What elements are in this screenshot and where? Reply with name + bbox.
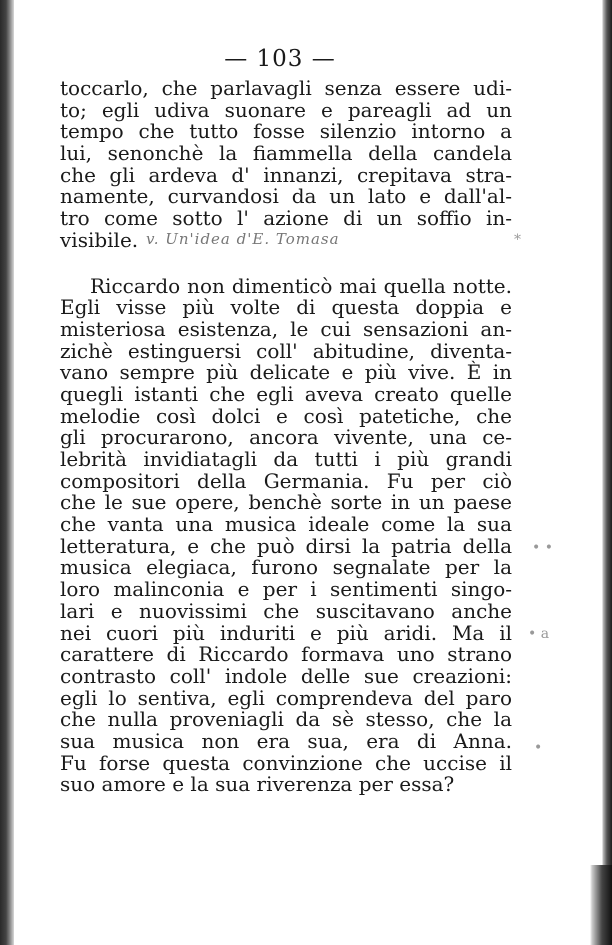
text-line: tempo che tutto fosse silenzio intorno a — [60, 119, 512, 144]
text-line: letteratura, e che può dirsi la patria della — [60, 533, 512, 558]
text-line: zichè estinguersi coll' abitudine, diventa- — [60, 338, 512, 363]
text-line: melodie così dolci e così patetiche, che — [60, 403, 512, 428]
text-line: Fu forse questa convinzione che uccise il — [60, 750, 512, 775]
text-line: misteriosa esistenza, le cui sensazioni an- — [60, 316, 512, 341]
text-line: tro come sotto l' azione di un soffio in- — [60, 206, 512, 231]
text-line: toccarlo, che parlavagli senza essere udi- — [60, 76, 512, 100]
text-line: contrasto coll' indole delle sue creazioni: — [60, 663, 512, 688]
text-line: suo amore e la sua riverenza per essa? — [60, 772, 455, 797]
margin-mark: • a — [528, 626, 550, 642]
margin-mark: • • — [532, 540, 553, 556]
text-line: carattere di Riccardo formava uno strano — [60, 642, 512, 667]
text-line: sua musica non era sua, era di Anna. — [60, 728, 512, 753]
text-line: che vanta una musica ideale come la sua — [60, 512, 512, 537]
page-number: — 103 — — [224, 46, 336, 72]
body-text — [60, 78, 512, 796]
text-line: che le sue opere, benchè sorte in un paese — [60, 490, 512, 515]
paragraph-1 — [60, 78, 512, 252]
text-line: namente, curvandosi da un lato e dall'al- — [60, 184, 512, 209]
text-line: to; egli udiva suonare e pareagli ad un — [60, 97, 512, 122]
text-line: gli procurarono, ancora vivente, una ce- — [60, 425, 512, 450]
text-line: che nulla proveniagli da sè stesso, che la — [60, 707, 512, 732]
text-line: visibile. — [60, 227, 139, 252]
text-line: nei cuori più induriti e più aridi. Ma il — [60, 620, 512, 645]
text-line: lui, senonchè la fiammella della candela — [60, 141, 512, 166]
text-line: quegli istanti che egli aveva creato quelle — [60, 381, 512, 406]
text-line: Riccardo non dimenticò mai quella notte. — [90, 273, 512, 298]
margin-mark: * — [514, 232, 521, 248]
text-line: egli lo sentiva, egli comprendeva del paro — [60, 685, 512, 710]
text-line: loro malinconia e per i sentimenti singo- — [60, 577, 512, 602]
text-line: musica elegiaca, furono segnalate per la — [60, 555, 512, 580]
text-line: Egli visse più volte di questa doppia e — [60, 295, 512, 320]
text-line: lebrità invidiatagli da tutti i più grandi — [60, 447, 512, 471]
text-line: lari e nuovissimi che suscitavano anche — [60, 598, 512, 623]
handwritten-annotation: v. Un'idea d'E. Tomasa — [146, 230, 340, 248]
text-line: vano sempre più delicate e più vive. È in — [60, 360, 512, 385]
text-line: compositori della Germania. Fu per ciò — [60, 468, 512, 493]
paragraph-2 — [60, 273, 512, 797]
text-line: che gli ardeva d' innanzi, crepitava stra- — [60, 162, 512, 187]
margin-mark: • — [534, 740, 543, 756]
